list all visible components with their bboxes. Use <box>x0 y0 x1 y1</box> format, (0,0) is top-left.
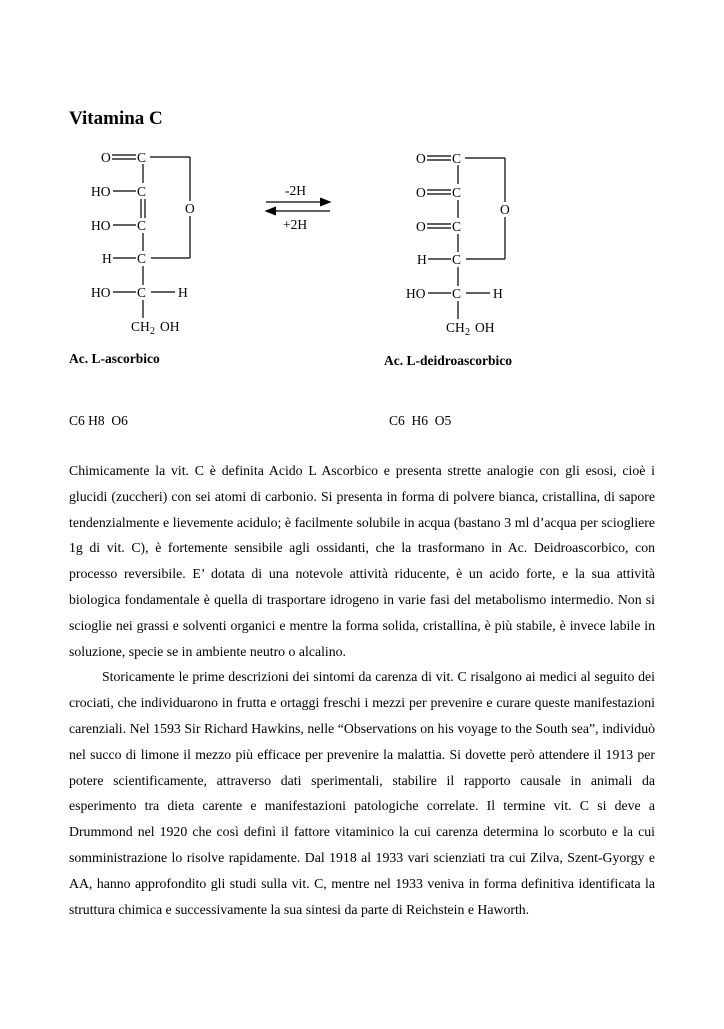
atom-label: HO <box>91 285 111 300</box>
body-text <box>69 458 655 922</box>
atom-label: H <box>493 286 503 301</box>
ascorbic-acid-formula: C6 H8 O6 <box>69 413 128 428</box>
atom-label: HO <box>406 286 426 301</box>
atom-label: CH <box>131 319 150 334</box>
atom-label: CH <box>446 320 465 335</box>
atom-label: OH <box>160 319 180 334</box>
atom-label: HO <box>91 218 111 233</box>
paragraph: Storicamente le prime descrizioni dei sintomi da carenza di vit. C risalgono ai medici al seguito dei crociati, che individuarono in frutta e ortaggi freschi i mezzi per prevenire e curare queste manifestazioni carenziali. Nel 1593 Sir Richard Hawkins, nelle “Observations on his voyage to the South sea”, individuò nel succo di limone il mezzo più efficace per prevenire la malattia. Si dovette però attendere il 1913 per potere scientificamente, attraverso dati sperimentali, stabilire il rapporto causale in animali da esperimento tra dieta carente e manifestazioni patologiche correlate. Il termine vit. C si deve a Drummond nel 1920 che così definì il fattore vitaminico la cui carenza determina lo scorbuto e la cui somministrazione lo risolve rapidamente. Dal 1918 al 1933 vari scienziati tra cui Zilva, Szent-Gyorgy e AA, hanno approfondito gli studi sulla vit. C, mentre nel 1933 veniva in forma definitiva identificata la struttura chimica e successivamente la sua sintesi da parte di Reichstein e Haworth. <box>69 669 655 917</box>
atom-label: O <box>185 201 195 216</box>
atom-label: C <box>137 218 147 233</box>
atom-label: C <box>137 150 147 165</box>
dehydroascorbic-acid-name: Ac. L-deidroascorbico <box>384 353 512 368</box>
ascorbic-acid-name: Ac. L-ascorbico <box>69 351 160 366</box>
paragraph: Chimicamente la vit. C è definita Acido L Ascorbico e presenta strette analogie con gli esosi, cioè i glucidi (zuccheri) con sei atomi di carbonio. Si presenta in forma di polvere bianca, cristallina, di sapore tendenzialmente e lievemente acidulo; è facilmente solubile in acqua (bastano 3 ml d’acqua per sciogliere 1g di vit. C), è fortemente sensibile agli ossidanti, che la trasformano in Ac. Deidroascorbico, con processo reversibile. E’ dotata di una notevole attività riducente, è un acido forte, e la sua attività biologica fondamentale è quella di trasportare idrogeno in varie fasi del metabolismo intermedio. Non si scioglie nei grassi e solventi organici e mentre la forma solida, cristallina, è più stabile, è invece labile in soluzione, specie se in ambiente neutro o alcalino. <box>69 463 655 659</box>
atom-label: C <box>452 286 462 301</box>
forward-label: -2H <box>285 183 306 198</box>
forward-arrowhead <box>320 198 330 206</box>
reverse-arrowhead <box>266 207 276 215</box>
atom-label: HO <box>91 184 111 199</box>
atom-label: O <box>416 219 426 234</box>
atom-label: O <box>500 202 510 217</box>
atom-subscript: 2 <box>465 327 470 338</box>
atom-label: OH <box>475 320 495 335</box>
right-structure <box>406 151 510 338</box>
atom-label: H <box>417 252 427 267</box>
atom-label: C <box>452 252 462 267</box>
reverse-label: +2H <box>283 217 308 232</box>
left-structure <box>91 150 195 337</box>
atom-label: H <box>178 285 188 300</box>
page-title: Vitamina C <box>69 108 163 129</box>
dehydroascorbic-acid-formula: C6 H6 O5 <box>389 413 452 428</box>
atom-label: C <box>137 285 147 300</box>
atom-label: C <box>452 151 462 166</box>
equilibrium-arrows <box>266 183 330 232</box>
atom-label: C <box>452 185 462 200</box>
atom-label: C <box>137 184 147 199</box>
atom-label: C <box>452 219 462 234</box>
atom-label: O <box>101 150 111 165</box>
atom-label: O <box>416 151 426 166</box>
atom-label: O <box>416 185 426 200</box>
atom-subscript: 2 <box>150 326 155 337</box>
atom-label: H <box>102 251 112 266</box>
atom-label: C <box>137 251 147 266</box>
